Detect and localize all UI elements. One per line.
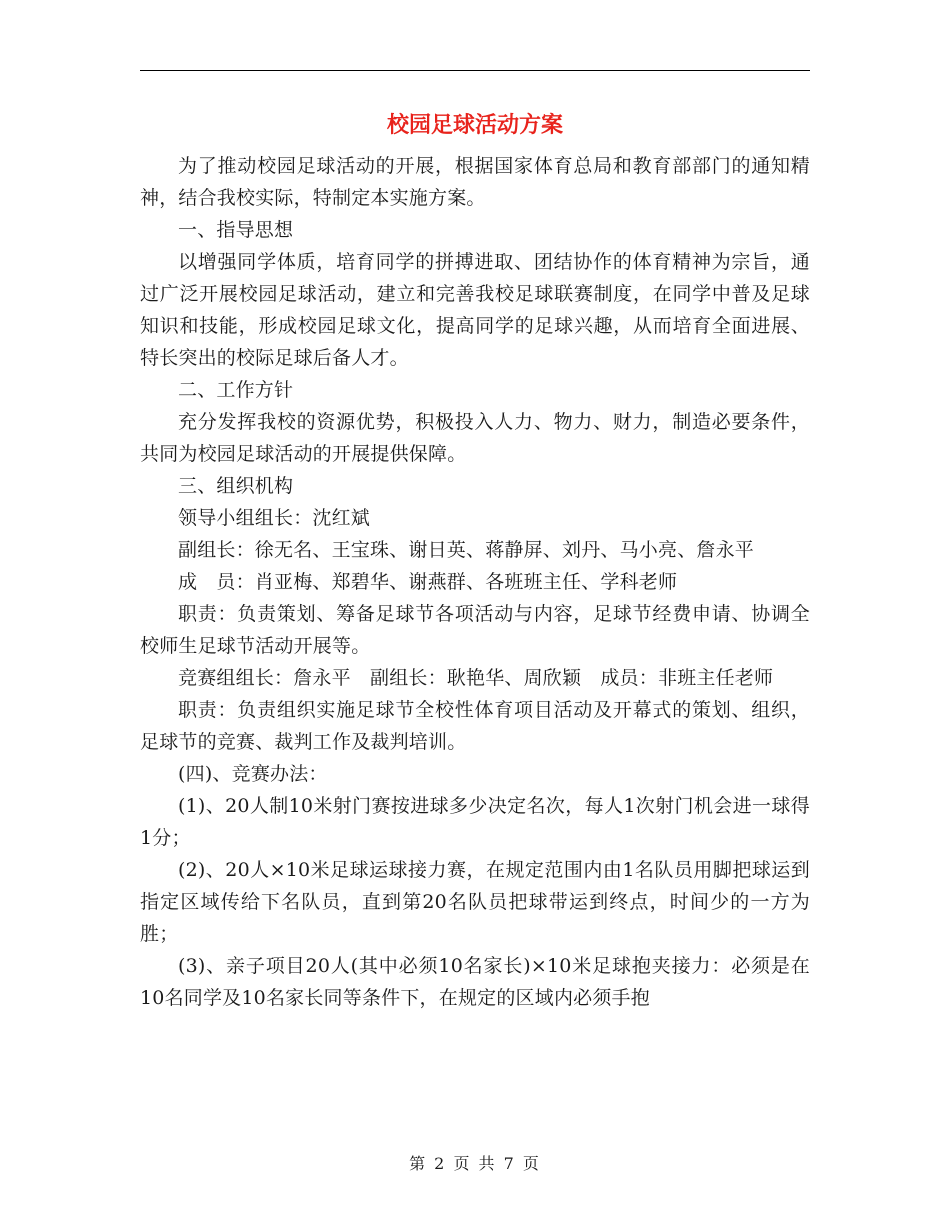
paragraph-competition-group: 竞赛组组长：詹永平 副组长：耿艳华、周欣颖 成员：非班主任老师 xyxy=(178,667,774,689)
paragraph-work-policy: 充分发挥我校的资源优势，积极投入人力、物力、财力，制造必要条件，共同为校园足球活动的开展提供保障。 xyxy=(140,411,810,465)
document-title: 校园足球活动方案 xyxy=(386,112,563,138)
document-body xyxy=(140,150,810,1014)
section-heading-guiding-thought: 一、指导思想 xyxy=(178,219,294,241)
paragraph-duties-leadership: 职责：负责策划、筹备足球节各项活动与内容，足球节经费申请、协调全校师生足球节活动开展等。 xyxy=(140,603,810,657)
paragraph-deputy-leaders: 副组长：徐无名、王宝珠、谢日英、蒋静屏、刘丹、马小亮、詹永平 xyxy=(178,539,755,561)
paragraph-rule-1: (1)、20人制10米射门赛按进球多少决定名次，每人1次射门机会进一球得1分； xyxy=(140,795,810,849)
paragraph-members: 成 员：肖亚梅、郑碧华、谢燕群、各班班主任、学科老师 xyxy=(178,571,678,593)
section-heading-competition-rules: (四)、竞赛办法： xyxy=(178,763,328,785)
paragraph-rule-2: (2)、20人×10米足球运球接力赛，在规定范围内由1名队员用脚把球运到指定区域传给下名队员，直到第20名队员把球带运到终点，时间少的一方为胜； xyxy=(140,859,810,945)
paragraph-duties-competition: 职责：负责组织实施足球节全校性体育项目活动及开幕式的策划、组织，足球节的竞赛、裁判工作及裁判培训。 xyxy=(140,699,810,753)
header-rule xyxy=(140,70,810,71)
paragraph-leader: 领导小组组长：沈红斌 xyxy=(178,507,371,529)
paragraph-guiding-thought: 以增强同学体质，培育同学的拼搏进取、团结协作的体育精神为宗旨，通过广泛开展校园足球活动，建立和完善我校足球联赛制度，在同学中普及足球知识和技能，形成校园足球文化，提高同学的足球兴趣，从而培育全面进展、特长突出的校际足球后备人才。 xyxy=(140,251,810,369)
section-heading-organization: 三、组织机构 xyxy=(178,475,294,497)
section-heading-work-policy: 二、工作方针 xyxy=(178,379,294,401)
page-footer: 第 2 页 共 7 页 xyxy=(409,1154,541,1173)
paragraph-intro: 为了推动校园足球活动的开展，根据国家体育总局和教育部部门的通知精神，结合我校实际，特制定本实施方案。 xyxy=(140,155,810,209)
paragraph-rule-3: (3)、亲子项目20人(其中必须10名家长)×10米足球抱夹接力：必须是在10名同学及10名家长同等条件下，在规定的区域内必须手抱 xyxy=(140,955,810,1009)
